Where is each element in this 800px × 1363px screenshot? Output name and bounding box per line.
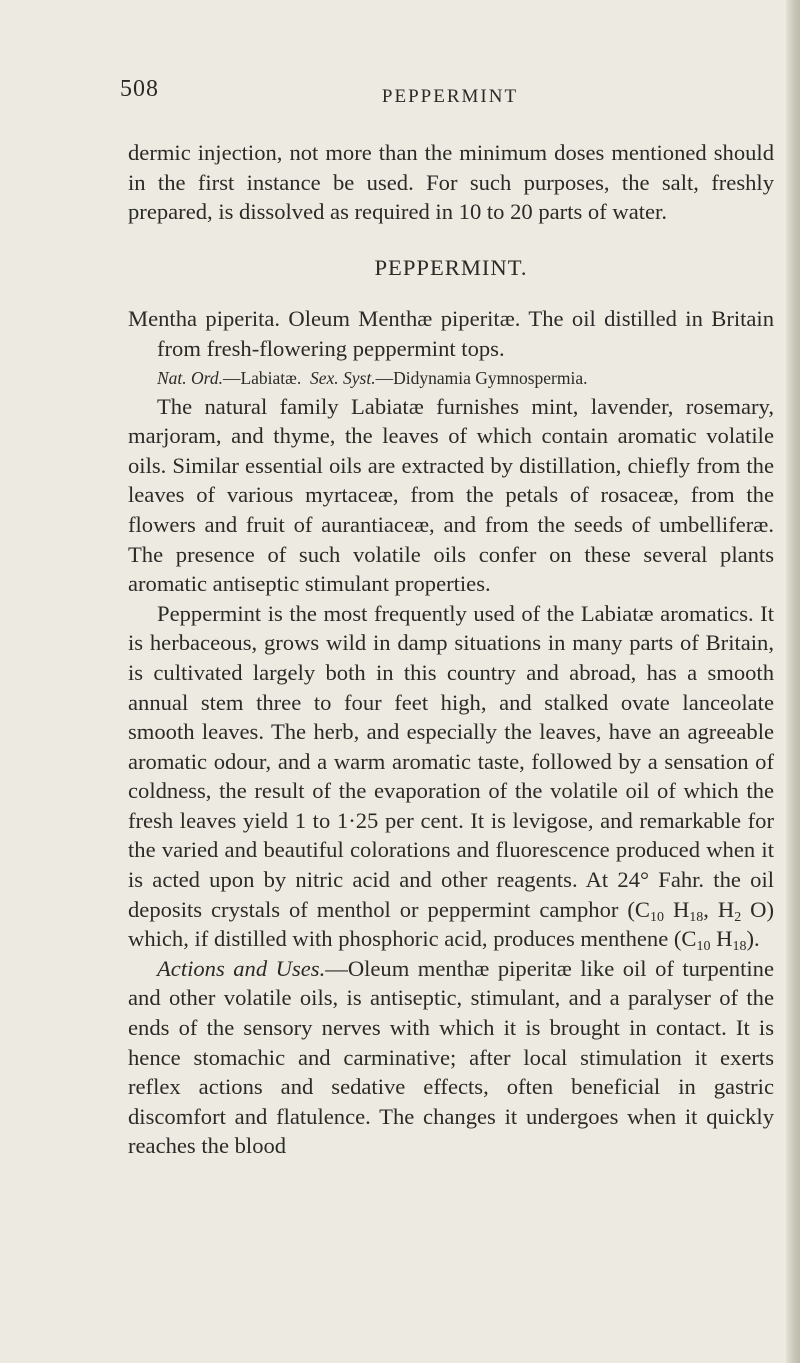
actions-uses-text: —Oleum menthæ piperitæ like oil of turpentine and other volatile oils, is antiseptic, stimulant, and a paralyser of the ends of the sensory nerves with which it is brought in contact. It is hence stomachic and carminative; after local stimulation it exerts reflex actions and sedative effects, often beneficial in gastric discomfort and flatulence. The changes it undergoes when it quickly reaches the blood bbox=[128, 955, 774, 1159]
paragraph-peppermint bbox=[128, 599, 774, 954]
actions-uses-label: Actions and Uses. bbox=[157, 955, 326, 981]
taxonomy-line bbox=[128, 364, 774, 392]
section-title: PEPPERMINT. bbox=[374, 254, 528, 280]
menthol-formula: $C_{10}$ $H_{18}$, $H_2$ O) bbox=[634, 896, 774, 925]
sex-syst-label: Sex. Syst. bbox=[309, 367, 376, 388]
nat-ord-value: —Labiatæ. bbox=[222, 367, 302, 388]
peppermint-text: Peppermint is the most frequently used of the Labiatæ aromatics. It is herbaceous, grows wild in damp situations in many parts of Britain, is cultivated largely both in this country and abroad, has a smooth annual stem three to four feet high, and stalked ovate lanceolate smooth leaves. The herb, and especially the leaves, have an agreeable aromatic odour, and a warm aromatic taste, followed by a sensation of coldness, the result of the evaporation of the volatile oil of which the fresh leaves yield 1 to 1·25 per cent. It is levigose, and remarkable for the varied and beautiful colorations and fluorescence produced when it is acted upon by nitric acid and other reagents. At 24° Fahr. the oil deposits crystals of menthol or peppermint camphor ( bbox=[128, 600, 774, 922]
paragraph-labiatae: The natural family Labiatæ furnishes mint, lavender, rosemary, marjoram, and thyme, the leaves of which contain aromatic volatile oils. Similar essential oils are extracted by distillation, chiefly from the leaves of various myrtaceæ, from the petals of rosaceæ, from the flowers and fruit of aurantiaceæ, and from the seeds of umbelliferæ. The presence of such volatile oils confer on these several plants aromatic antiseptic stimulant properties. bbox=[128, 393, 774, 597]
nat-ord-label: Nat. Ord. bbox=[157, 367, 223, 388]
drug-names: Mentha piperita. Oleum Menthæ piperitæ. The oil distilled in Britain from fresh-flowering peppermint tops. bbox=[128, 306, 774, 361]
page-header bbox=[120, 76, 780, 116]
menthene-formula: $C_{10}$ $H_{18}$). bbox=[681, 926, 760, 955]
paragraph-actions-uses bbox=[128, 954, 774, 1161]
sex-syst-value: —Didynamia Gymnospermia. bbox=[375, 367, 588, 388]
running-head: PEPPERMINT bbox=[381, 86, 519, 107]
intro-paragraph: dermic injection, not more than the minimum doses mentioned should in the first instance be used. For such purposes, the salt, freshly prepared, is dissolved as required in 10 to 20 parts of water. bbox=[128, 140, 774, 225]
page-number: 508 bbox=[120, 76, 159, 102]
page-edge bbox=[786, 0, 800, 1363]
page-body bbox=[128, 138, 774, 1161]
peppermint-text-mid: which, if distilled with phosphoric acid, produces menthene ( bbox=[128, 926, 682, 952]
